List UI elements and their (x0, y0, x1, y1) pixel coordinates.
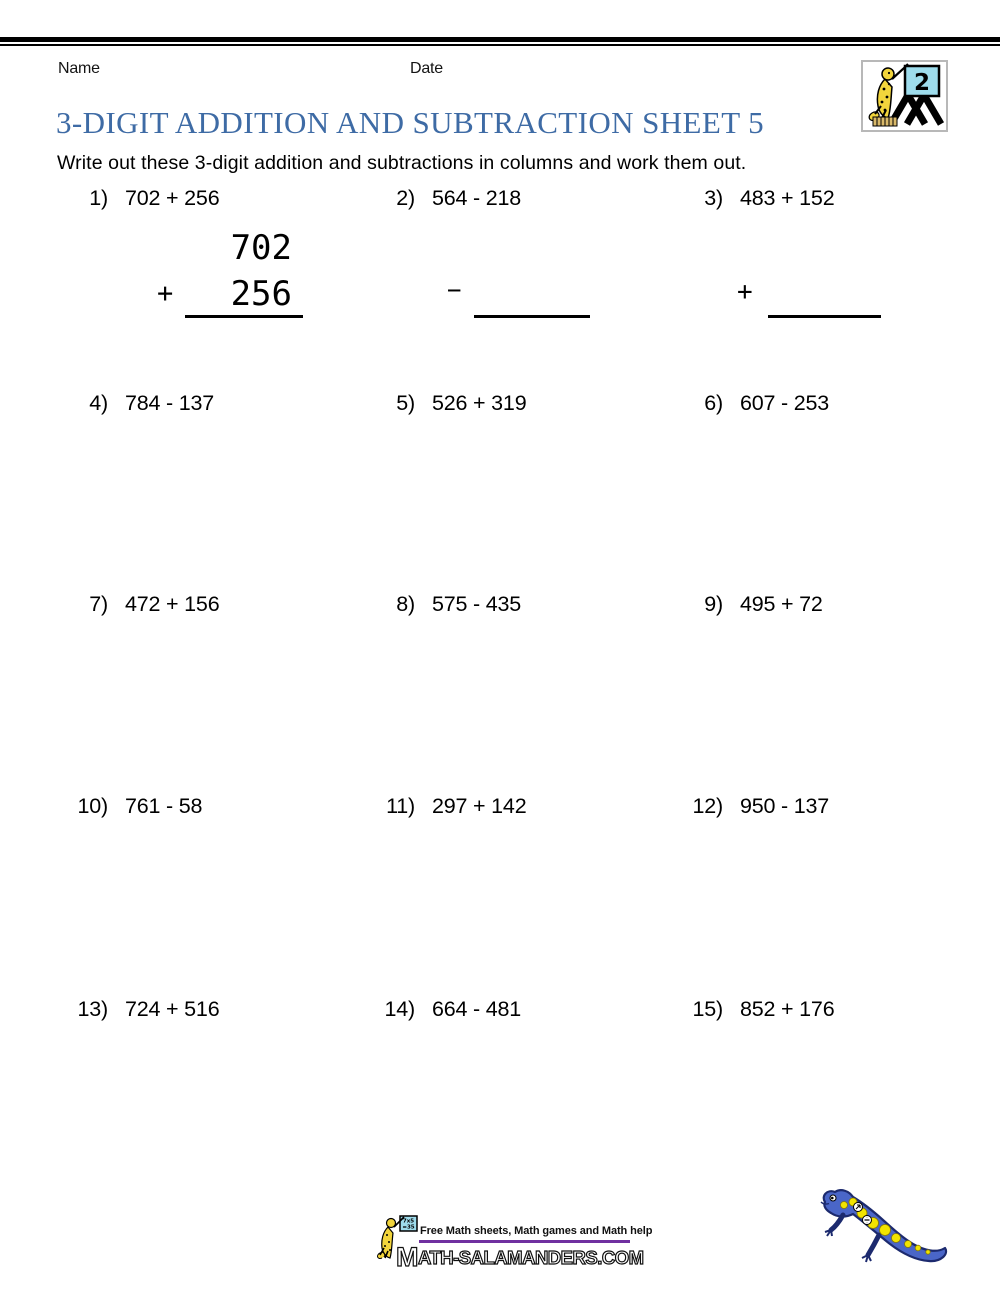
problem-expression: 852 + 176 (740, 997, 835, 1021)
salamander-pupil (831, 1197, 834, 1200)
problem-cell-3 (687, 186, 834, 211)
footer-board-line1: 7x5 (402, 1218, 415, 1225)
problem-expression: 664 - 481 (432, 997, 522, 1021)
problem-cell-11 (379, 794, 526, 819)
problem-cell-8 (379, 592, 521, 617)
problem-number: 4) (89, 391, 108, 415)
problem-expression: 526 + 319 (432, 391, 527, 415)
problem-number: 5) (396, 391, 415, 415)
problem-expression: 724 + 516 (125, 997, 220, 1021)
problem-cell-10 (72, 794, 202, 819)
problem-number: 1) (89, 186, 108, 210)
problem-expression: 483 + 152 (740, 186, 835, 210)
problem-cell-6 (687, 391, 829, 416)
problem-expression: 702 + 256 (125, 186, 220, 210)
problem-cell-7 (72, 592, 219, 617)
problem-cell-12 (687, 794, 829, 819)
salamander-illustration (813, 1186, 953, 1281)
problem-number: 8) (396, 592, 415, 616)
problem-expression: 472 + 156 (125, 592, 220, 616)
name-label: Name (58, 60, 100, 77)
problem-cell-5 (379, 391, 526, 416)
page-title: 3-DIGIT ADDITION AND SUBTRACTION SHEET 5 (56, 105, 765, 140)
problem-number: 15) (692, 997, 723, 1021)
answer-line-1 (185, 315, 303, 318)
problem-cell-15 (687, 997, 834, 1022)
footer-tagline: Free Math sheets, Math games and Math help (420, 1225, 653, 1237)
problem-expression: 950 - 137 (740, 794, 830, 818)
problem-expression: 607 - 253 (740, 391, 830, 415)
logo-board-number: 2 (913, 70, 931, 96)
problem-number: 14) (384, 997, 415, 1021)
footer-site-name (396, 1242, 644, 1273)
math-salamanders-logo-badge (861, 60, 948, 132)
footer-board-line2: =35 (402, 1224, 415, 1231)
problem-number: 13) (77, 997, 108, 1021)
blank-operator-3: + (737, 277, 753, 307)
problem-cell-14 (379, 997, 521, 1022)
problem-expression: 784 - 137 (125, 391, 215, 415)
problem-cell-2 (379, 186, 521, 211)
salamander-writing-icon (863, 62, 946, 130)
problem-cell-9 (687, 592, 823, 617)
problem-number: 3) (704, 186, 723, 210)
problem-cell-4 (72, 391, 214, 416)
answer-line-2 (474, 315, 590, 318)
instructions-text: Write out these 3-digit addition and subtractions in columns and work them out. (57, 152, 747, 174)
worked-example-top-number: 702 (230, 228, 292, 268)
problem-expression: 564 - 218 (432, 186, 522, 210)
footer-site-rest: ATH-SALAMANDERS.COM (418, 1247, 644, 1268)
problem-expression: 495 + 72 (740, 592, 823, 616)
footer-logo (374, 1212, 653, 1272)
problem-number: 6) (704, 391, 723, 415)
problem-number: 10) (77, 794, 108, 818)
problem-number: 12) (692, 794, 723, 818)
problem-number: 9) (704, 592, 723, 616)
salamander-front-leg (831, 1215, 843, 1230)
answer-line-3 (768, 315, 881, 318)
problem-number: 7) (89, 592, 108, 616)
salamander-hind-leg (868, 1235, 879, 1255)
worked-example-bottom-number: 256 (230, 274, 292, 314)
problem-expression: 761 - 58 (125, 794, 203, 818)
problem-cell-13 (72, 997, 219, 1022)
problem-cell-1 (72, 186, 219, 211)
blank-operator-2: − (447, 276, 462, 304)
date-label: Date (410, 60, 443, 77)
footer-site-initial: M (396, 1242, 418, 1272)
problem-number: 11) (386, 794, 415, 818)
top-border-rule (0, 37, 1000, 46)
salamander-front-toes (825, 1230, 832, 1236)
problem-expression: 297 + 142 (432, 794, 527, 818)
blue-salamander-icon (813, 1186, 953, 1276)
problem-expression: 575 - 435 (432, 592, 522, 616)
worked-example-operator: + (157, 278, 174, 309)
problem-number: 2) (396, 186, 415, 210)
